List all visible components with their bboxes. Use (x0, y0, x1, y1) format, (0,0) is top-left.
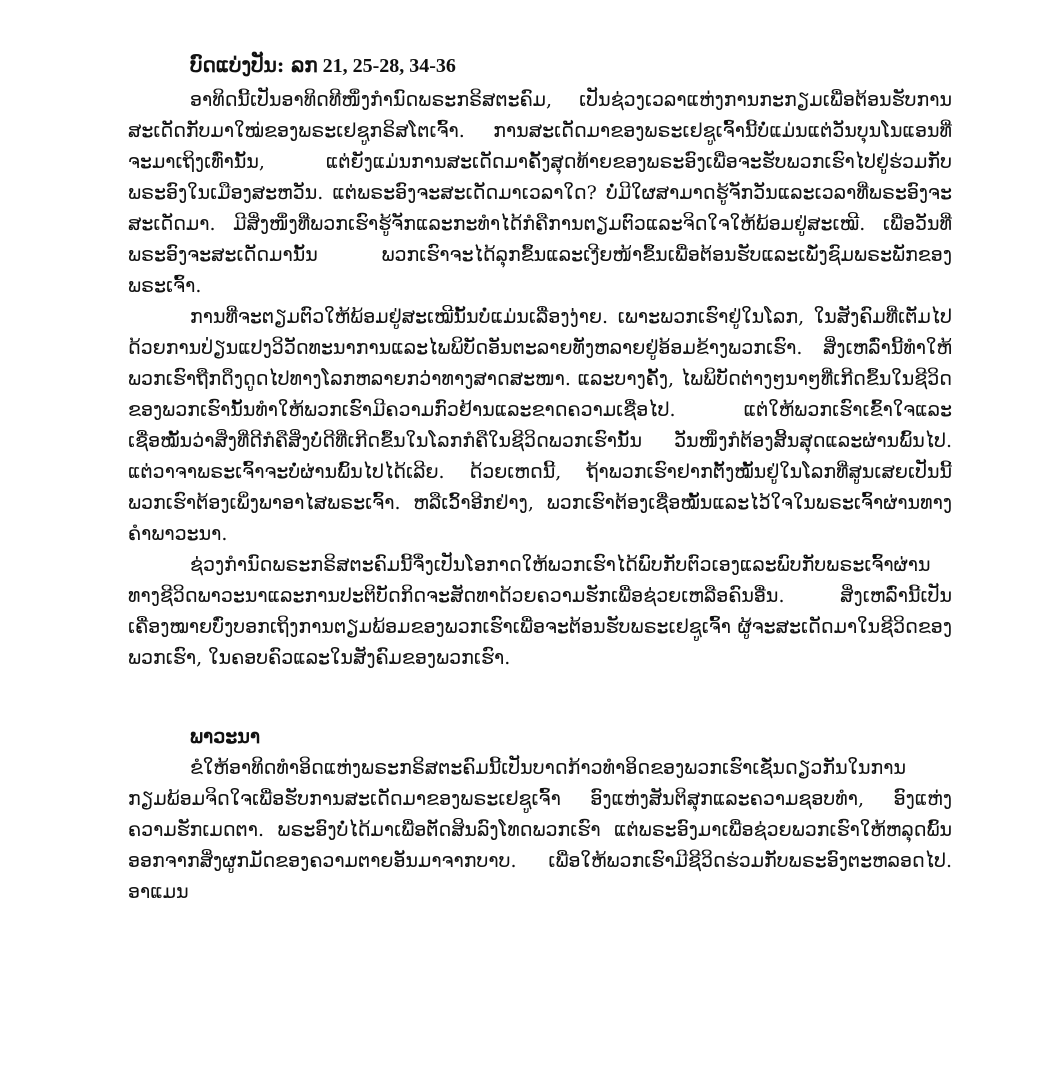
prayer-heading: ພາວະນາ (190, 726, 261, 748)
paragraph-3: ຊ່ວງກຳນົດພຣະກຣິສຕະຄົມນີ້ຈຶ່ງເປັນໂອກາດໃຫ້ພວກເຮົາໄດ້ພົບກັບຕົວເອງແລະພົບກັບພຣະເຈົ້າຜ່ານທາງຊີວິດພາວະນາແລະການປະຕິບັດກິດຈະສັດທາດ້ວຍຄວາມຮັກເພື່ອຊ່ວຍເຫລືອຄົນອື່ນ. ສິ່ງເຫລົ່ານີ້ເປັນເຄື່ອງໝາຍບົ່ງບອກເຖິງການຕຽມພ້ອມຂອງພວກເຮົາເພື່ອຈະຕ້ອນຮັບພຣະເຢຊູເຈົ້າ ຜູ້ຈະສະເດັດມາໃນຊີວິດຂອງພວກເຮົາ, ໃນຄອບຄົວແລະໃນສັງຄົມຂອງພວກເຮົາ. (128, 554, 952, 669)
paragraph-1: ອາທິດນີ້ເປັນອາທິດທີໜຶ່ງກຳນົດພຣະກຣິສຕະຄົມ, ເປັນຊ່ວງເວລາແຫ່ງການກະກຽມເພື່ອຕ້ອນຮັບການສະເດັດກັບມາໃໝ່ຂອງພຣະເຢຊູກຣິສໂຕເຈົ້າ. ການສະເດັດມາຂອງພຣະເຢຊູເຈົ້ານີ້ບໍ່ແມ່ນແຕ່ວັນບຸນໂນແອນທີ່ຈະມາເຖິງເທົ່ານັ້ນ, ແຕ່ຍັງແມ່ນການສະເດັດມາຄັ້ງສຸດທ້າຍຂອງພຣະອົງເພື່ອຈະຮັບພວກເຮົາໄປຢູ່ຮ່ວມກັບພຣະອົງໃນເມືອງສະຫວັນ. ແຕ່ພຣະອົງຈະສະເດັດມາເວລາໃດ? ບໍ່ມີໃຜສາມາດຮູ້ຈັກວັນແລະເວລາທີ່ພຣະອົງຈະສະເດັດມາ. ມີສິ່ງໜຶ່ງທີ່ພວກເຮົາຮູ້ຈັກແລະກະທຳໄດ້ກໍຄືການຕຽມຕົວແລະຈິດໃຈໃຫ້ພ້ອມຢູ່ສະເໝີ. ເພື່ອວັນທີ່ພຣະອົງຈະສະເດັດມານັ້ນ ພວກເຮົາຈະໄດ້ລຸກຂຶ້ນແລະເງີຍໜ້າຂຶ້ນເພື່ອຕ້ອນຮັບແລະເພັ່ງຊົມພຣະພັກຂອງພຣະເຈົ້າ. (128, 89, 952, 297)
reading-label: ບົດແບ່ງປັນ: (190, 53, 285, 77)
prayer-paragraph: ຂໍໃຫ້ອາທິດທຳອິດແຫ່ງພຣະກຣິສຕະຄົມນີ້ເປັນບາດກ້າວທຳອິດຂອງພວກເຮົາເຊັ່ນດຽວກັນໃນການກຽມພ້ອມຈິດໃຈເພື່ອຮັບການສະເດັດມາຂອງພຣະເຢຊູເຈົ້າ ອົງແຫ່ງສັນຕິສຸກແລະຄວາມຊອບທຳ, ອົງແຫ່ງຄວາມຮັກເມດຕາ. ພຣະອົງບໍ່ໄດ້ມາເພື່ອຕັດສິນລົງໂທດພວກເຮົາ ແຕ່ພຣະອົງມາເພື່ອຊ່ວຍພວກເຮົາໃຫ້ຫລຸດພົ້ນອອກຈາກສິ່ງຜູກມັດຂອງຄວາມຕາຍອັນມາຈາກບາບ. ເພື່ອໃຫ້ພວກເຮົາມີຊີວິດຮ່ວມກັບພຣະອົງຕະຫລອດໄປ. ອາແມນ (128, 757, 952, 903)
section-gap (128, 674, 952, 722)
reading-heading (190, 50, 952, 82)
paragraph-2: ການທີ່ຈະຕຽມຕົວໃຫ້ພ້ອມຢູ່ສະເໝີນັ້ນບໍ່ແມ່ນເລື່ອງງ່າຍ. ເພາະພວກເຮົາຢູ່ໃນໂລກ, ໃນສັງຄົມທີ່ເຕັມໄປດ້ວຍການປ່ຽນແປງວິວັດທະນາການແລະໄພພິບັດອັນຕະລາຍທັງຫລາຍຢູ່ອ້ອມຂ້າງພວກເຮົາ. ສິ່ງເຫລົ່ານີ້ທຳໃຫ້ພວກເຮົາຖືກດຶງດູດໄປທາງໂລກຫລາຍກວ່າທາງສາດສະໜາ. ແລະບາງຄັ້ງ, ໄພພິບັດຕ່າງໆນາໆທີ່ເກີດຂຶ້ນໃນຊີວິດຂອງພວກເຮົານັ້ນທຳໃຫ້ພວກເຮົາມີຄວາມກົວຢ້ານແລະຂາດຄວາມເຊື່ອໄປ. ແຕ່ໃຫ້ພວກເຮົາເຂົ້າໃຈແລະເຊື່ອໝັ້ນວ່າສິ່ງທີ່ດີກໍຄືສິ່ງບໍ່ດີທີ່ເກີດຂຶ້ນໃນໂລກກໍຄືໃນຊີວິດພວກເຮົານັ້ນ ວັນໜຶ່ງກໍຕ້ອງສິ້ນສຸດແລະຜ່ານພົ້ນໄປ. ແຕ່ວາຈາພຣະເຈົ້າຈະບໍ່ຜ່ານພົ້ນໄປໄດ້ເລີຍ. ດ້ວຍເຫດນີ້, ຖ້າພວກເຮົາຢາກຕັ້ງໝັ້ນຢູ່ໃນໂລກທີ່ສູນເສຍເປັນນີ້ ພວກເຮົາຕ້ອງເພິ່ງພາອາໄສພຣະເຈົ້າ. ຫລືເວົ້າອີກຢ່າງ, ພວກເຮົາຕ້ອງເຊື່ອໝັ້ນແລະໄວ້ໃຈໃນພຣະເຈົ້າຜ່ານທາງຄຳພາວະນາ. (128, 306, 952, 545)
reading-references: ລກ 21, 25-28, 34-36 (291, 55, 456, 77)
